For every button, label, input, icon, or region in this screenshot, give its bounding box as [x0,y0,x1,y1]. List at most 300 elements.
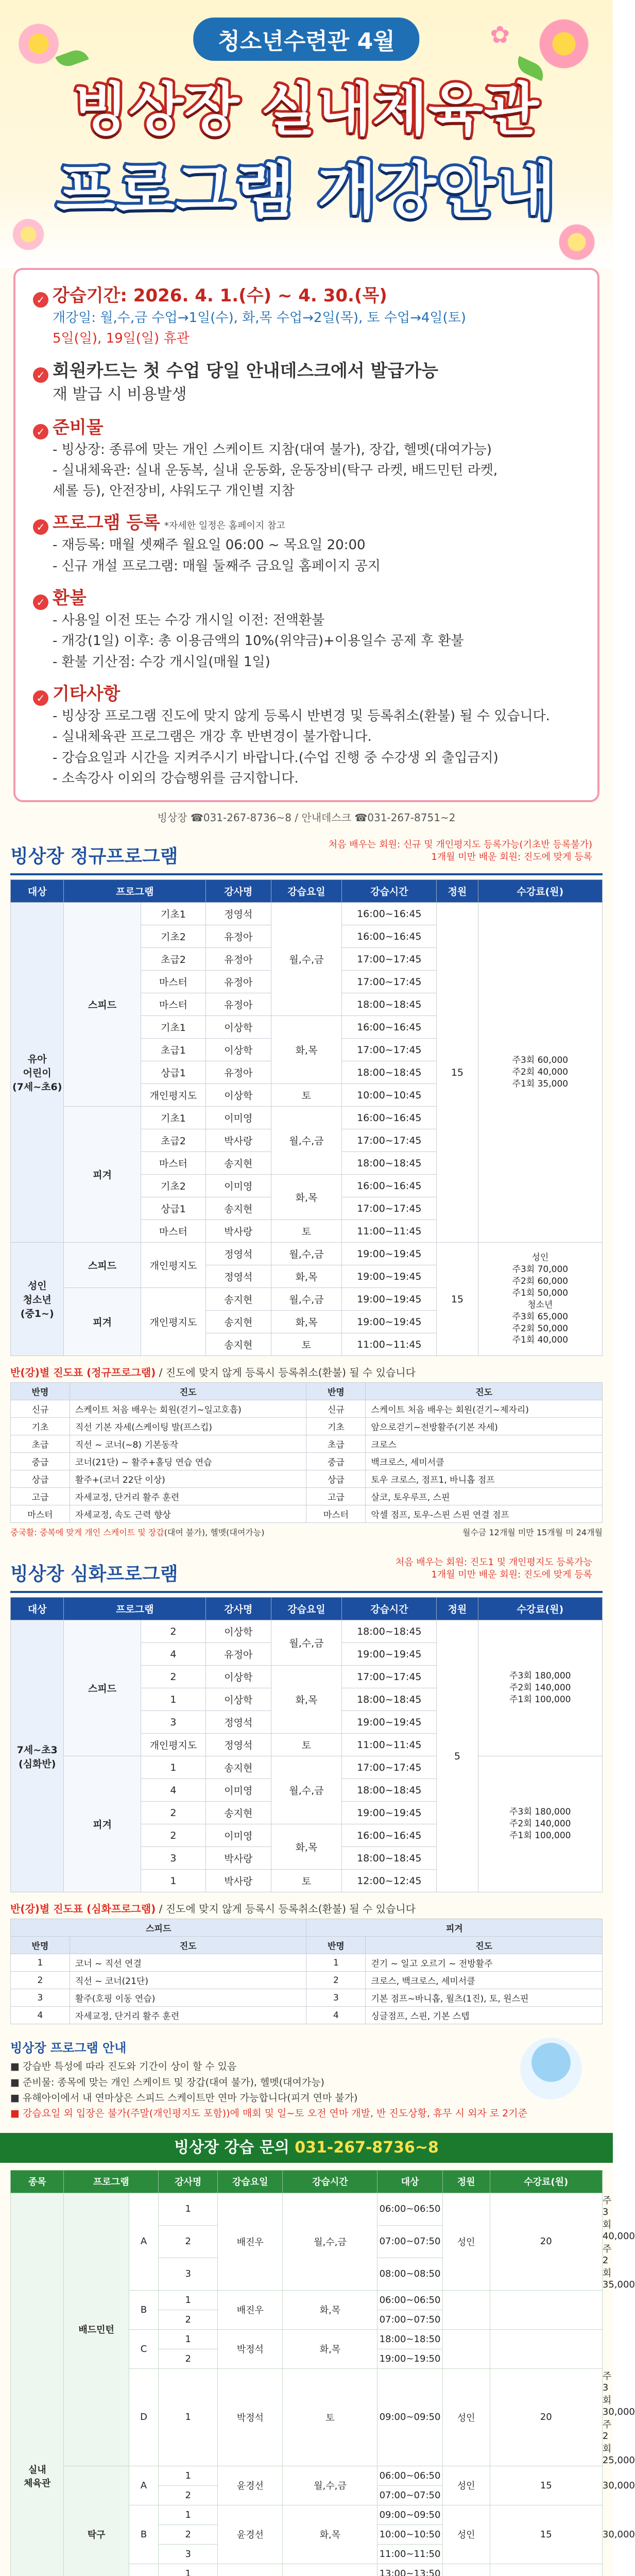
table-cell: 5 [437,1620,478,1892]
table-cell: 월,수,금 [271,903,342,1016]
table-cell: 초급1 [141,1039,205,1061]
table-cell: 06:00~06:50 [377,2466,442,2485]
notice-refund-title: ✓ 환불 [33,584,580,610]
table-cell: 송지현 [206,1756,271,1779]
table-header-cell: 반명 [306,1937,366,1954]
header-badge: 청소년수련관 4월 [193,18,419,61]
table-cell: 19:00~19:45 [342,1311,437,1333]
program-cell: 탁구 [64,2466,129,2576]
table-cell: B [129,2505,158,2564]
table-cell: 16:00~16:45 [342,925,437,948]
table-cell: 월,수,금 [271,1288,342,1311]
table-header-cell: 대상 [11,880,64,903]
table-cell [442,2329,490,2368]
table-cell [218,2564,283,2576]
group-cell: 성인 청소년 (중1~) [11,1243,64,1356]
table-cell: 고급 [306,1488,366,1505]
table-cell: 성인 [442,2466,490,2505]
table-cell [490,2329,602,2368]
table-cell: 16:00~16:45 [342,1824,437,1847]
table-cell: 박사랑 [206,1220,271,1243]
table-cell: 3 [159,2544,218,2564]
table-cell: 15 [437,903,478,1243]
table-cell: 송지현 [206,1333,271,1356]
table-cell: C [129,2329,158,2368]
skater-icon [520,2038,582,2099]
table-header-cell: 진도 [366,1937,603,1954]
table-cell: 배진우 [218,2193,283,2290]
table-cell: 18:00~18:45 [342,993,437,1016]
table-cell: 월,수,금 [271,1756,342,1824]
table-cell: 직선 ~ 코너(21단) [70,1972,306,1989]
table-cell: 송지현 [206,1311,271,1333]
table-cell: 20 [490,2368,602,2466]
table-cell: 개인평지도 [141,1243,205,1288]
table-cell: 토 [271,1870,342,1892]
regular-table [10,879,603,1356]
regular-levels-table [10,1382,603,1523]
ice-guide-title: 빙상장 프로그램 안내 [10,2041,127,2056]
table-cell: 15 [490,2466,602,2505]
table-cell: 자세교정, 단거리 활주 훈련 [70,1488,306,1505]
table-cell: 1 [159,2290,218,2310]
table-cell: 월,수,금 [283,2466,377,2505]
advanced-program-section [0,1556,613,2024]
group-cell: 유아 어린이 (7세~초6) [11,903,64,1243]
table-cell: 16:00~16:45 [342,1107,437,1129]
table-cell: 활주+(코너 22단 이상) [70,1470,306,1488]
table-cell: 18:00~18:45 [342,1061,437,1084]
table-cell: 유정아 [206,1643,271,1666]
table-header-cell: 진도 [366,1383,603,1400]
table-cell: 이상학 [206,1620,271,1643]
table-header-cell: 강사명 [206,880,271,903]
table-cell: 1 [159,2505,218,2524]
table-cell: 월,수,금 [283,2193,377,2290]
table-cell: 18:00~18:50 [377,2329,442,2349]
table-row [11,2466,603,2485]
table-cell: 송지현 [206,1197,271,1220]
table-cell: 2 [141,1802,205,1824]
page-title-line2: 프로그램 개강안내 [56,155,557,226]
table-cell: 4 [141,1643,205,1666]
table-cell: 11:00~11:50 [377,2544,442,2564]
notice-holiday: 5일(일), 19일(일) 휴관 [53,331,190,347]
advanced-note: 처음 배우는 회원: 진도1 및 개인평지도 등록가능 1개월 미만 배운 회원: 진도에 맞게 등록 [395,1557,592,1581]
table-cell: 코너(21단) ~ 활주+홀딩 연습 연습 [70,1453,306,1470]
table-cell: 초급 [306,1435,366,1453]
table-row [11,903,603,925]
speed-levels-head: 스피드 [11,1919,306,1937]
table-cell: 17:00~17:45 [342,948,437,971]
table-header-cell: 강습요일 [271,1598,342,1620]
table-cell: 토우 크로스, 점프1, 바니홉 점프 [366,1470,603,1488]
table-cell: 18:00~18:45 [342,1688,437,1711]
table-cell: 화,목 [271,1265,342,1288]
advanced-levels-table [10,1919,603,2024]
table-cell: 1 [141,1756,205,1779]
table-cell: 4 [11,2007,70,2024]
table-cell: 송지현 [206,1288,271,1311]
table-cell: 성인 [442,2505,490,2564]
table-cell: 2 [159,2310,218,2329]
table-header-cell: 반명 [11,1383,70,1400]
table-cell: 19:00~19:45 [342,1243,437,1265]
table-cell: 코너 ~ 직선 연결 [70,1954,306,1972]
table-cell: 정영석 [206,903,271,925]
table-cell: 11:00~11:45 [342,1220,437,1243]
table-row [11,1418,603,1435]
table-cell: 송지현 [206,1152,271,1175]
table-cell: 2 [159,2349,218,2368]
check-icon: ✓ [33,690,48,706]
table-cell: 2 [141,1824,205,1847]
table-cell: 초급2 [141,1129,205,1152]
notice-etc-2: - 실내체육관 프로그램은 개강 후 반변경이 불가합니다. [53,729,372,745]
table-cell: 기초1 [141,1107,205,1129]
table-cell: 2 [159,2524,218,2544]
table-cell: 06:00~06:50 [377,2290,442,2310]
table-cell: 16:00~16:45 [342,1175,437,1197]
table-header-cell: 대상 [377,2170,442,2193]
guide-item: ■ 유해아이에서 내 연마상은 스피드 스케이트만 연마 가능합니다(피겨 연마 불가) [10,2092,358,2104]
table-cell [129,2564,158,2576]
table-cell: 마스터 [141,1152,205,1175]
notice-prep-title: ✓ 준비물 [33,413,580,439]
table-cell: 유정아 [206,948,271,971]
table-cell: 화,목 [283,2329,377,2368]
table-cell: 19:00~19:45 [342,1711,437,1734]
table-header-cell: 강사명 [206,1598,271,1620]
table-cell: 기초1 [141,1016,205,1039]
table-cell: 18:00~18:45 [342,1152,437,1175]
notice-card: ✓ 회원카드는 첫 수업 당일 안내데스크에서 발급가능 [33,357,580,383]
fee-cell: 주3회 180,000 주2회 140,000 주1회 100,000 [478,1620,602,1756]
advanced-table [10,1597,603,1892]
program-cell: 피겨 [64,1288,141,1356]
table-cell: 초급2 [141,948,205,971]
table-row [11,1453,603,1470]
table-cell: 개인평지도 [141,1288,205,1356]
table-row [11,1972,603,1989]
flower-icon [536,15,592,72]
table-cell: 초급 [11,1435,70,1453]
table-cell: 마스터 [306,1505,366,1523]
table-cell: 월,수,금 [271,1107,342,1175]
table-cell: 1 [141,1870,205,1892]
table-header-cell: 프로그램 [64,1598,206,1620]
table-row [11,1989,603,2007]
table-cell: 2 [11,1972,70,1989]
figure-levels-head: 피겨 [306,1919,603,1937]
table-cell: 스케이트 처음 배우는 회원(걷기~제자리) [366,1400,603,1418]
table-cell: 17:00~17:45 [342,1129,437,1152]
table-cell: 이미영 [206,1779,271,1802]
table-cell: 10:00~10:45 [342,1084,437,1107]
notice-reg-2: - 신규 개설 프로그램: 매월 둘째주 금요일 홈페이지 공지 [53,558,381,574]
regular-title: 빙상장 정규프로그램 [10,839,603,875]
check-icon: ✓ [33,519,48,535]
group-cell: 실내 체육관 [11,2193,64,2576]
table-cell: 09:00~09:50 [377,2505,442,2524]
table-cell: 상급1 [141,1197,205,1220]
check-icon: ✓ [33,292,48,308]
table-cell: 기초2 [141,1175,205,1197]
table-cell: 토 [271,1220,342,1243]
table-cell: 20 [490,2193,602,2290]
table-cell: 09:00~09:50 [377,2368,442,2466]
table-cell: 15 [437,1243,478,1356]
program-cell: 피겨 [64,1107,141,1243]
table-cell: 화,목 [283,2290,377,2329]
table-cell: 토 [283,2368,377,2466]
regular-program-section [0,839,613,1538]
table-cell: 자세교정, 단거리 활주 훈련 [70,2007,306,2024]
table-cell: 10:00~10:50 [377,2524,442,2544]
table-cell: 3 [141,1711,205,1734]
table-cell: 이상학 [206,1688,271,1711]
ice-inquiry-band: 빙상장 강습 문의 031-267-8736~8 [0,2133,613,2163]
table-cell: 토 [271,1333,342,1356]
table-header-cell: 강습시간 [283,2170,377,2193]
gym-table [10,2170,635,2576]
table-cell: 1 [306,1954,366,1972]
table-cell [490,2290,602,2329]
table-cell: 17:00~17:45 [342,1756,437,1779]
table-cell: 기초 [306,1418,366,1435]
table-cell: 성인 [442,2193,490,2290]
table-cell: 12:00~12:45 [342,1870,437,1892]
table-cell: 이미영 [206,1175,271,1197]
table-cell: 16:00~16:45 [342,1016,437,1039]
notice-refund-1: - 사용일 이전 또는 수강 개시일 이전: 전액환불 [53,613,325,629]
table-cell: 1 [159,2564,218,2576]
program-cell: 피겨 [64,1756,141,1892]
check-icon: ✓ [33,595,48,610]
table-cell: 2 [159,2225,218,2258]
table-cell: 19:00~19:50 [377,2349,442,2368]
fee-cell: 주3회 60,000 주2회 40,000 주1회 35,000 [478,903,602,1243]
notice-etc-3: - 강습요일과 시간을 지켜주시기 바랍니다.(수업 진행 중 수강생 외 출입금지) [53,750,499,766]
table-cell: 앞으로걷기~전방활주(기본 자세) [366,1418,603,1435]
gym-section [0,2163,635,2576]
table-cell: 16:00~16:45 [342,903,437,925]
table-cell: 1 [159,2193,218,2225]
notice-etc-title: ✓ 기타사항 [33,680,580,706]
table-cell: 박정석 [218,2368,283,2466]
advanced-title: 빙상장 심화프로그램 [10,1556,603,1593]
table-cell: 박사랑 [206,1870,271,1892]
table-cell: 악셀 점프, 토우-스핀 스핀 연결 점프 [366,1505,603,1523]
program-cell: 배드민턴 [64,2193,129,2466]
table-cell: 2 [306,1972,366,1989]
table-row [11,2193,603,2225]
table-header-cell: 강습요일 [218,2170,283,2193]
table-cell: 11:00~11:45 [342,1333,437,1356]
table-cell: 화,목 [271,1016,342,1084]
table-cell: 살코, 토우루프, 스핀 [366,1488,603,1505]
group-cell: 7세~초3 (심화반) [11,1620,64,1892]
program-cell: 스피드 [64,1620,141,1756]
table-cell: 신규 [306,1400,366,1418]
table-cell: 정영석 [206,1243,271,1265]
table-cell: 18:00~18:45 [342,1847,437,1870]
table-cell: 15 [490,2505,602,2564]
table-cell: 박사랑 [206,1129,271,1152]
notice-prep-3: 세롤 등), 안전장비, 샤워도구 개인별 지참 [53,483,295,499]
table-cell: 배진우 [218,2290,283,2329]
table-cell: 13:00~13:50 [377,2564,442,2576]
table-cell: 화,목 [283,2505,377,2564]
program-cell: 스피드 [64,903,141,1107]
table-cell: 17:00~17:45 [342,1666,437,1688]
guide-item: ■ 강습반 특성에 따라 진도와 기간이 상이 할 수 있음 [10,2061,237,2073]
notice-reg-title: ✓ 프로그램 등록 *자세한 일정은 홈페이지 참고 [33,509,580,535]
table-cell: 스케이트 처음 배우는 회원(걷기~일고호흡) [70,1400,306,1418]
notice-prep-2: - 실내체육관: 실내 운동복, 실내 운동화, 운동장비(탁구 라켓, 배드민턴 라켓, [53,462,498,478]
hero-banner [0,0,613,268]
table-cell: 정영석 [206,1734,271,1756]
table-row [11,1470,603,1488]
table-header-cell: 반명 [11,1937,70,1954]
table-header-cell: 정원 [437,880,478,903]
table-cell: 직선 기본 자세(스케이팅 발(프스킵) [70,1418,306,1435]
table-cell: 개인평지도 [141,1734,205,1756]
table-cell: 유정아 [206,925,271,948]
table-cell: 17:00~17:45 [342,971,437,993]
table-cell: 박정석 [218,2329,283,2368]
table-header-cell: 강습시간 [342,880,437,903]
table-cell: 18:00~18:45 [342,1779,437,1802]
notice-card-2: 재 발급 시 비용발생 [53,385,187,403]
table-cell: 백크로스, 세미서클 [366,1453,603,1470]
table-cell: 월,수,금 [271,1620,342,1666]
table-cell: 중급 [306,1453,366,1470]
table-cell: 19:00~19:45 [342,1288,437,1311]
table-cell: 1 [159,2368,218,2466]
table-row [11,1620,603,1643]
table-cell [442,2290,490,2329]
regular-note: 처음 배우는 회원: 신규 및 개인평지도 등록가능(기초반 등록불가) 1개월 미만 배운 회원: 진도에 맞게 등록 [328,839,592,863]
table-cell: 4 [141,1779,205,1802]
table-cell: 이미영 [206,1107,271,1129]
table-header-cell: 프로그램 [64,880,206,903]
table-cell: 상급 [306,1470,366,1488]
table-cell: 2 [159,2485,218,2505]
butterfly-icon: ✿ [490,21,510,48]
table-cell: 마스터 [141,1220,205,1243]
table-cell: 활주(호핑 이동 연습) [70,1989,306,2007]
table-row [11,1954,603,1972]
table-header-cell: 정원 [442,2170,490,2193]
table-cell: 4 [306,2007,366,2024]
table-cell: 06:00~06:50 [377,2193,442,2225]
table-cell: 2 [141,1666,205,1688]
notice-period-detail: 개강일: 월,수,금 수업→1일(수), 화,목 수업→2일(목), 토 수업→4일(토) [53,310,466,326]
table-cell [490,2564,602,2576]
table-cell: 화,목 [271,1175,342,1220]
table-cell: 07:00~07:50 [377,2310,442,2329]
check-icon: ✓ [33,367,48,383]
advanced-levels-title: 반(강)별 진도표 (심화프로그램) / 진도에 맞지 않게 등록시 등록취소(환불) 될 수 있습니다 [10,1903,416,1916]
table-cell: 1 [141,1688,205,1711]
table-cell: 박사랑 [206,1847,271,1870]
table-cell: 08:00~08:50 [377,2258,442,2290]
table-cell: 1 [159,2329,218,2349]
table-cell: 이상학 [206,1084,271,1107]
table-header-cell: 진도 [70,1937,306,1954]
table-cell: 17:00~17:45 [342,1197,437,1220]
table-cell: 기초2 [141,925,205,948]
table-cell: 1 [159,2466,218,2485]
table-cell: 이상학 [206,1666,271,1688]
table-cell: 이미영 [206,1824,271,1847]
table-header-cell: 강습요일 [271,880,342,903]
table-cell: 정영석 [206,1711,271,1734]
table-cell: 걷기 ~ 일고 오르기 ~ 전방활주 [366,1954,603,1972]
table-header-cell: 수강료(원) [478,880,602,903]
notice-box [13,268,599,802]
table-header-cell: 프로그램 [64,2170,159,2193]
table-cell: 07:00~07:50 [377,2225,442,2258]
table-row [11,1435,603,1453]
table-row [11,1756,603,1779]
table-cell: A [129,2193,158,2290]
table-cell: 유정아 [206,1061,271,1084]
table-cell: 기초 [11,1418,70,1435]
table-cell: 개인평지도 [141,1084,205,1107]
table-cell: 17:00~17:45 [342,1039,437,1061]
table-cell: 싱글점프, 스핀, 기본 스텝 [366,2007,603,2024]
page-title-line1: 빙상장 실내체육관 [73,77,540,143]
table-cell: 기초1 [141,903,205,925]
table-cell: 상급1 [141,1061,205,1084]
table-cell [283,2564,377,2576]
table-cell: 자세교정, 속도 근력 향상 [70,1505,306,1523]
table-cell: 신규 [11,1400,70,1418]
notice-etc-4: - 소속강사 이외의 강습행위를 금지합니다. [53,770,299,786]
regular-levels-title: 반(강)별 진도표 (정규프로그램) / 진도에 맞지 않게 등록시 등록취소(환불) 될 수 있습니다 [10,1366,416,1379]
table-cell: 유정아 [206,993,271,1016]
table-cell: 19:00~19:45 [342,1643,437,1666]
table-cell: 이상학 [206,1039,271,1061]
flower-icon [15,21,62,67]
notice-period: ✓ 강습기간: 2026. 4. 1.(수) ~ 4. 30.(목) [33,281,580,308]
table-cell: 11:00~11:45 [342,1734,437,1756]
table-cell: 토 [271,1084,342,1107]
table-cell [442,2564,490,2576]
notice-refund-2: - 개강(1일) 이후: 총 이용금액의 10%(위약금)+이용일수 공제 후 환불 [53,633,464,649]
table-cell: 유정아 [206,971,271,993]
table-cell: 크로스 [366,1435,603,1453]
table-row [11,1505,603,1523]
table-header-cell: 강사명 [159,2170,218,2193]
table-cell: 크로스, 백크로스, 세미서클 [366,1972,603,1989]
table-cell: 중급 [11,1453,70,1470]
program-cell: 스피드 [64,1243,141,1288]
fee-cell: 성인 주3회 70,000 주2회 60,000 주1회 50,000 청소년 주3회 65,000 주2회 50,000 주1회 40,000 [478,1243,602,1356]
table-cell: 화,목 [271,1311,342,1333]
table-header-cell: 강습시간 [342,1598,437,1620]
table-cell: 송지현 [206,1802,271,1824]
table-cell: 2 [141,1620,205,1643]
table-cell: 3 [306,1989,366,2007]
table-cell: D [129,2368,158,2466]
table-cell: 1 [11,1954,70,1972]
table-header-cell: 종목 [11,2170,64,2193]
guide-item: ■ 준비물: 종목에 맞는 개인 스케이트 및 장갑(대여 불가), 헬멧(대여가능) [10,2076,324,2088]
table-cell: 19:00~19:45 [342,1802,437,1824]
